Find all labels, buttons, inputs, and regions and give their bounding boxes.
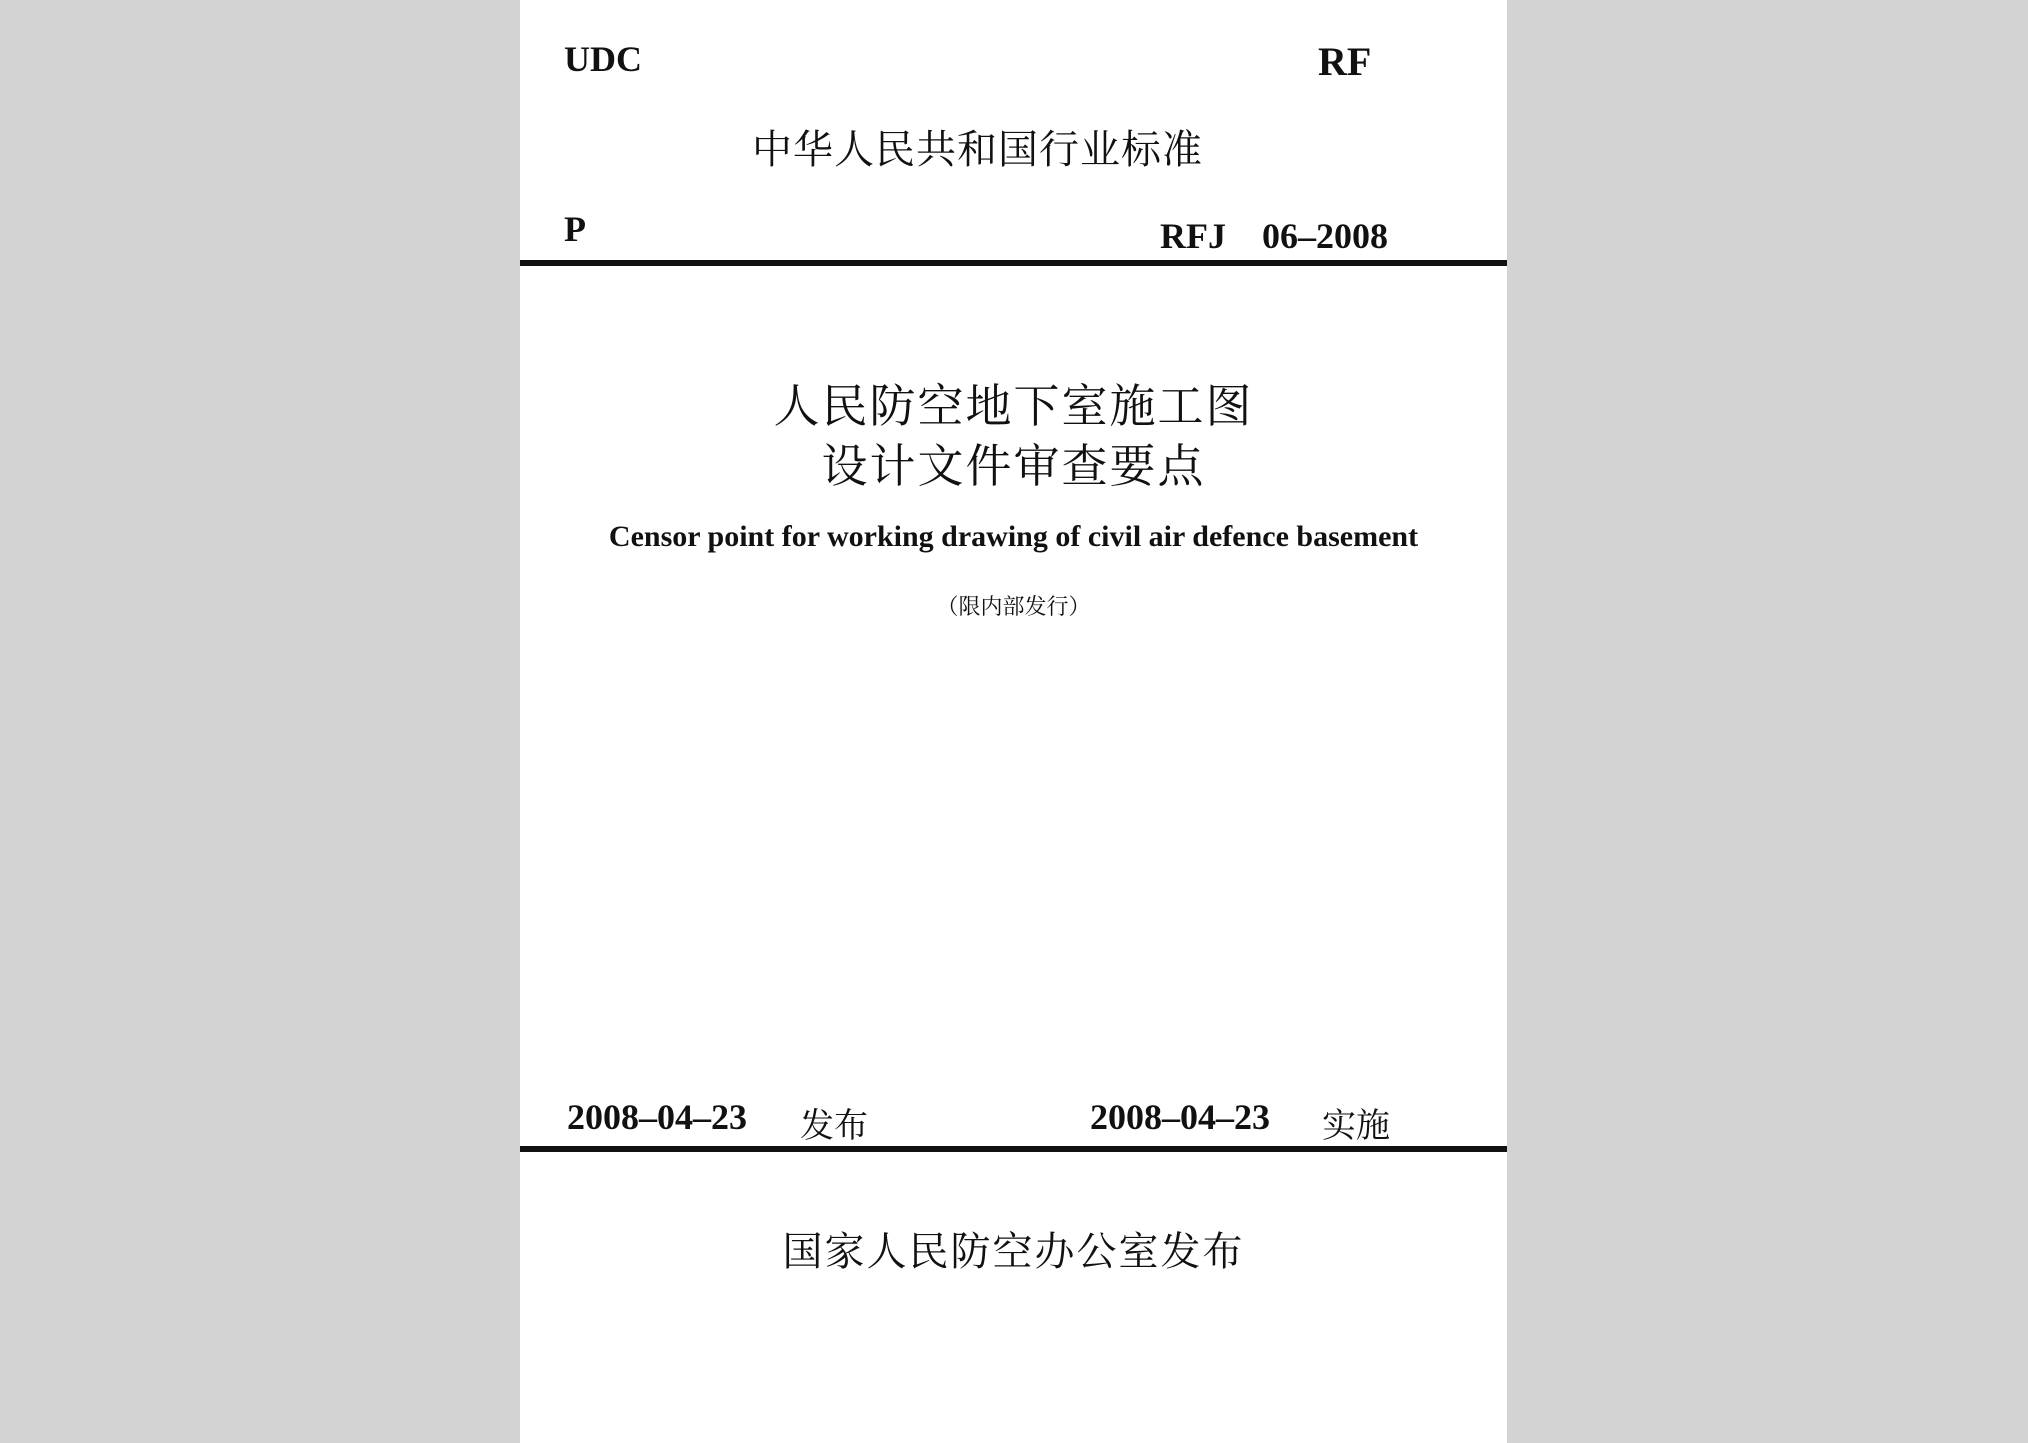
top-divider [520,260,1507,266]
standard-number: RFJ 06–2008 [1160,216,1388,256]
rf-label: RF [1318,39,1372,84]
document-cover-page [520,0,1507,1443]
distribution-note: （限内部发行） [936,595,1091,620]
issue-date: 2008–04–23 [567,1097,747,1137]
udc-label: UDC [564,39,642,79]
english-title: Censor point for working drawing of civil air defence basement [608,520,1419,553]
document-title-line-1: 人民防空地下室施工图 [773,379,1254,433]
issue-label: 发布 [800,1106,868,1146]
bottom-divider [520,1146,1507,1152]
document-title-line-2: 设计文件审查要点 [821,439,1206,493]
effective-date: 2008–04–23 [1090,1097,1270,1137]
publisher: 国家人民防空办公室发布 [782,1229,1245,1275]
classification-code: P [564,209,586,249]
industry-standard-title: 中华人民共和国行业标准 [752,127,1203,173]
effective-label: 实施 [1322,1106,1390,1146]
